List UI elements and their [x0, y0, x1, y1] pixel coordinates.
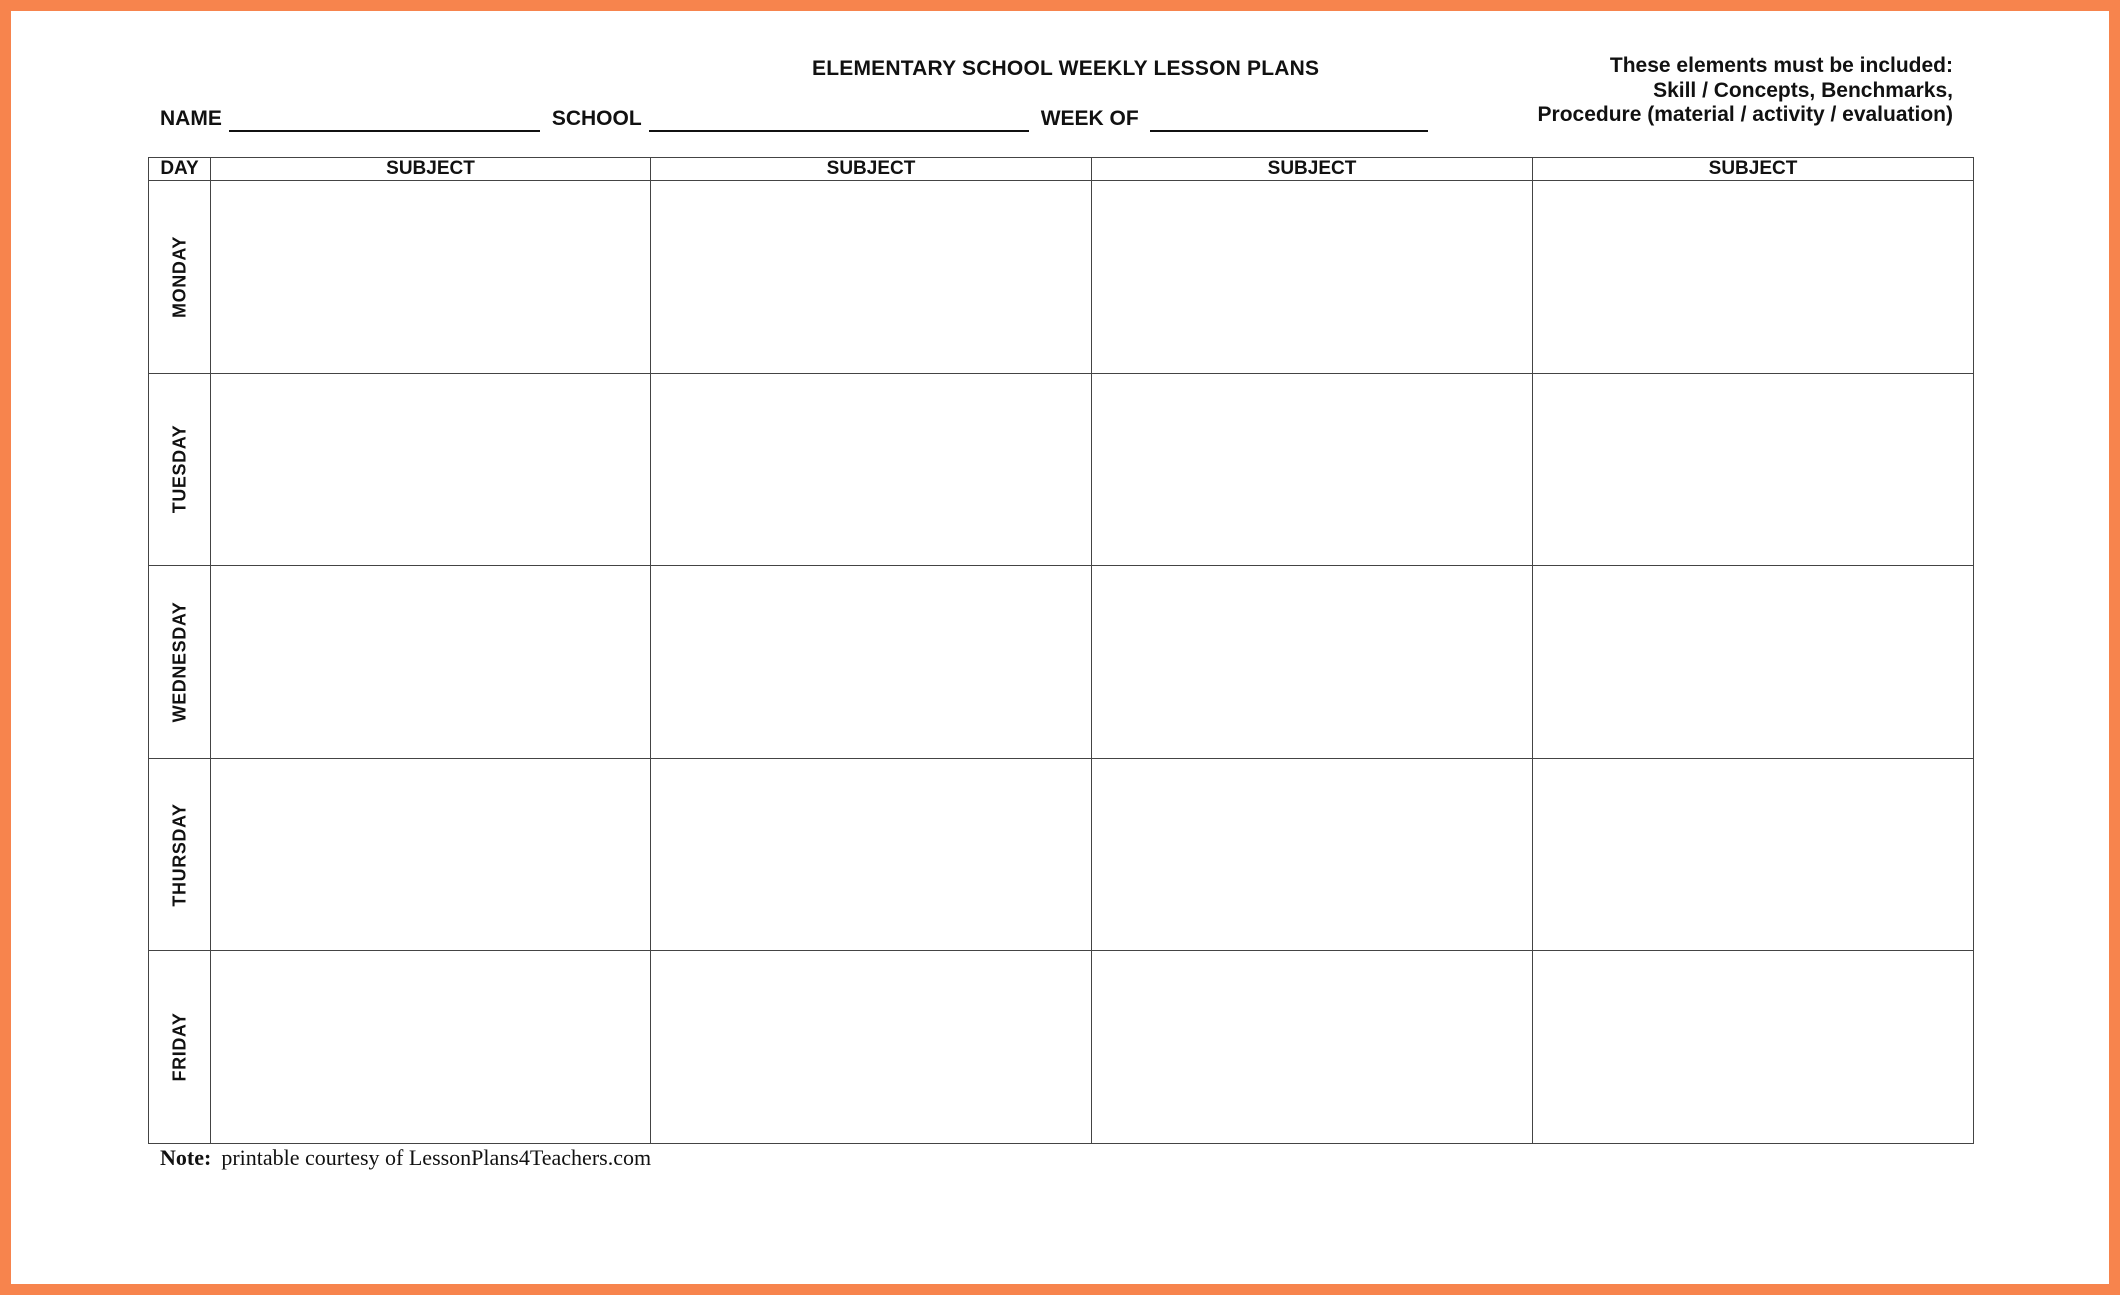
plan-cell[interactable]	[1533, 566, 1974, 759]
day-label-friday: FRIDAY	[169, 1012, 189, 1082]
table-row-wednesday	[149, 566, 1974, 759]
day-label-thursday: THURSDAY	[169, 803, 189, 907]
plan-cell[interactable]	[651, 373, 1092, 566]
plan-cell[interactable]	[211, 951, 651, 1144]
header-row	[149, 158, 1974, 181]
day-label-monday: MONDAY	[169, 235, 189, 318]
day-cell-tuesday	[149, 373, 211, 566]
plan-cell[interactable]	[1533, 758, 1974, 951]
note-label: Note:	[160, 1145, 212, 1170]
requirements-note	[1538, 54, 1953, 128]
table-row-thursday	[149, 758, 1974, 951]
header-fields	[160, 106, 1440, 132]
lesson-plan-table	[148, 157, 1974, 1144]
day-cell-friday	[149, 951, 211, 1144]
school-label: SCHOOL	[551, 107, 642, 130]
plan-cell[interactable]	[1533, 951, 1974, 1144]
day-cell-wednesday	[149, 566, 211, 759]
table-row-monday	[149, 181, 1974, 374]
plan-cell[interactable]	[651, 951, 1092, 1144]
week-of-field[interactable]	[1150, 106, 1428, 132]
plan-cell[interactable]	[1092, 758, 1533, 951]
document-title: ELEMENTARY SCHOOL WEEKLY LESSON PLANS	[812, 57, 1320, 80]
plan-cell[interactable]	[211, 758, 651, 951]
plan-cell[interactable]	[1533, 181, 1974, 374]
subject-column-header-4: SUBJECT	[1533, 158, 1974, 181]
day-cell-monday	[149, 181, 211, 374]
plan-cell[interactable]	[1092, 181, 1533, 374]
plan-cell[interactable]	[211, 373, 651, 566]
requirements-line-2: Skill / Concepts, Benchmarks,	[1653, 78, 1953, 102]
day-column-header: DAY	[149, 158, 211, 181]
subject-column-header-2: SUBJECT	[651, 158, 1092, 181]
plan-cell[interactable]	[211, 181, 651, 374]
week-of-label: WEEK OF	[1040, 107, 1139, 130]
plan-cell[interactable]	[651, 758, 1092, 951]
table-row-friday	[149, 951, 1974, 1144]
plan-cell[interactable]	[1092, 373, 1533, 566]
plan-cell[interactable]	[651, 566, 1092, 759]
requirements-line-1: These elements must be included:	[1609, 54, 1953, 77]
plan-cell[interactable]	[1092, 566, 1533, 759]
note-text: printable courtesy of LessonPlans4Teachers.com	[221, 1145, 652, 1170]
name-label: NAME	[160, 107, 222, 130]
plan-cell[interactable]	[651, 181, 1092, 374]
school-field[interactable]	[649, 106, 1029, 132]
table-row-tuesday	[149, 373, 1974, 566]
subject-column-header-3: SUBJECT	[1092, 158, 1533, 181]
plan-cell[interactable]	[1533, 373, 1974, 566]
footer-note	[160, 1145, 651, 1171]
day-cell-thursday	[149, 758, 211, 951]
plan-cell[interactable]	[211, 566, 651, 759]
day-label-wednesday: WEDNESDAY	[169, 601, 189, 723]
name-field[interactable]	[229, 106, 540, 132]
subject-column-header-1: SUBJECT	[211, 158, 651, 181]
day-label-tuesday: TUESDAY	[169, 425, 189, 514]
requirements-line-3: Procedure (material / activity / evaluation)	[1537, 103, 1953, 126]
plan-cell[interactable]	[1092, 951, 1533, 1144]
